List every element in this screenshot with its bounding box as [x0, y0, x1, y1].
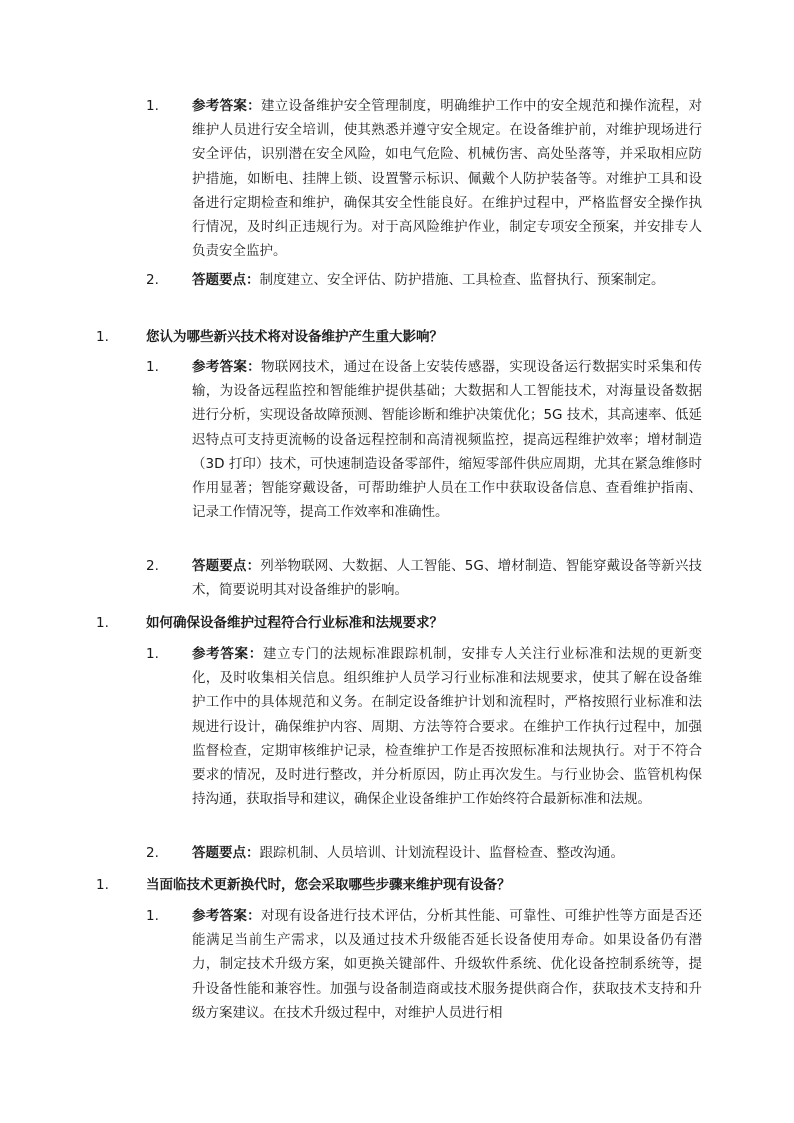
answer-text: 对现有设备进行技术评估，分析其性能、可靠性、可维护性等方面是否还能满足当前生产需求，以及通过技术升级能否延长设备使用寿命。如果设备仍有潜力，制定技术升级方案，如更换关键部件、升级软件系统、优化设备控制系统等，提升设备性能和兼容性。加强与设备制造商或技术服务提供商合作，获取技术支持和升级方案建议。在技术升级过程中，对维护人员进行相 — [192, 908, 703, 1021]
answer-label: 参考答案 — [192, 359, 248, 375]
key-points-body — [192, 268, 702, 292]
label-separator: ： — [247, 359, 261, 375]
item-number: 1. — [146, 98, 159, 114]
answer-body — [192, 904, 702, 1025]
answer-label: 参考答案 — [192, 98, 248, 114]
key-points-item — [146, 554, 702, 602]
question-text: 您认为哪些新兴技术将对设备维护产生重大影响？ — [146, 329, 443, 345]
answer-body — [192, 94, 702, 263]
item-number: 2. — [146, 272, 159, 288]
label-separator: ： — [246, 272, 260, 288]
question-text: 当面临技术更新换代时，您会采取哪些步骤来维护现有设备？ — [146, 877, 511, 893]
answer-label: 参考答案 — [192, 908, 248, 924]
question-item — [96, 611, 702, 635]
answer-body — [192, 355, 702, 524]
key-points-label: 答题要点 — [192, 845, 246, 861]
question-item — [96, 325, 702, 349]
item-number: 1. — [146, 908, 159, 924]
key-points-item — [146, 841, 702, 865]
key-points-body — [192, 841, 702, 865]
label-separator: ： — [247, 98, 261, 114]
label-separator: ： — [246, 845, 260, 861]
label-separator: ： — [248, 646, 263, 662]
question-number: 1. — [96, 329, 109, 345]
answer-item — [146, 355, 702, 524]
question-text: 如何确保设备维护过程符合行业标准和法规要求？ — [146, 615, 443, 631]
answer-text: 物联网技术，通过在设备上安装传感器，实现设备运行数据实时采集和传输，为设备远程监控和智能维护提供基础；大数据和人工智能技术，对海量设备数据进行分析，实现设备故障预测、智能诊断和维护决策优化；5G 技术，其高速率、低延迟特点可支持更流畅的设备远程控制和高清视频监控，提高远程维护效率；增材制造（3D 打印）技术，可快速制造设备零部件，缩短零部件供应周期，尤其在紧急维修时作用显著；智能穿戴设备，可帮助维护人员在工作中获取设备信息、查看维护指南、记录工作情况等，提高工作效率和准确性。 — [192, 359, 703, 521]
label-separator: ： — [246, 558, 261, 574]
key-points-label: 答题要点 — [192, 272, 246, 288]
key-points-text: 跟踪机制、人员培训、计划流程设计、监督检查、整改沟通。 — [259, 845, 624, 861]
item-number: 1. — [146, 646, 159, 662]
key-points-label: 答题要点 — [192, 558, 247, 574]
answer-body — [192, 642, 702, 811]
key-points-body — [192, 554, 702, 602]
item-number: 1. — [146, 359, 159, 375]
question-number: 1. — [96, 615, 109, 631]
answer-label: 参考答案 — [192, 646, 249, 662]
key-points-item — [146, 268, 702, 292]
key-points-text: 制度建立、安全评估、防护措施、工具检查、监督执行、预案制定。 — [259, 272, 665, 288]
key-points-text: 列举物联网、大数据、人工智能、5G、增材制造、智能穿戴设备等新兴技术，简要说明其对设备维护的影响。 — [192, 558, 703, 599]
answer-text: 建立专门的法规标准跟踪机制，安排专人关注行业标准和法规的更新变化，及时收集相关信息。组织维护人员学习行业标准和法规要求，使其了解在设备维护工作中的具体规范和义务。在制定设备维护计划和流程时，严格按照行业标准和法规进行设计，确保维护内容、周期、方法等符合要求。在维护工作执行过程中，加强监督检查，定期审核维护记录，检查维护工作是否按照标准和法规执行。对于不符合要求的情况，及时进行整改，并分析原因，防止再次发生。与行业协会、监管机构保持沟通，获取指导和建议，确保企业设备维护工作始终符合最新标准和法规。 — [192, 646, 703, 808]
question-number: 1. — [96, 877, 109, 893]
item-number: 2. — [146, 558, 159, 574]
answer-item — [146, 94, 702, 263]
answer-item — [146, 642, 702, 811]
label-separator: ： — [247, 908, 261, 924]
answer-text: 建立设备维护安全管理制度，明确维护工作中的安全规范和操作流程，对维护人员进行安全培训，使其熟悉并遵守安全规定。在设备维护前，对维护现场进行安全评估，识别潜在安全风险，如电气危险、机械伤害、高处坠落等，并采取相应防护措施，如断电、挂牌上锁、设置警示标识、佩戴个人防护装备等。对维护工具和设备进行定期检查和维护，确保其安全性能良好。在维护过程中，严格监督安全操作执行情况，及时纠正违规行为。对于高风险维护作业，制定专项安全预案，并安排专人负责安全监护。 — [192, 98, 703, 260]
answer-item — [146, 904, 702, 1025]
item-number: 2. — [146, 845, 159, 861]
question-item — [96, 873, 702, 897]
